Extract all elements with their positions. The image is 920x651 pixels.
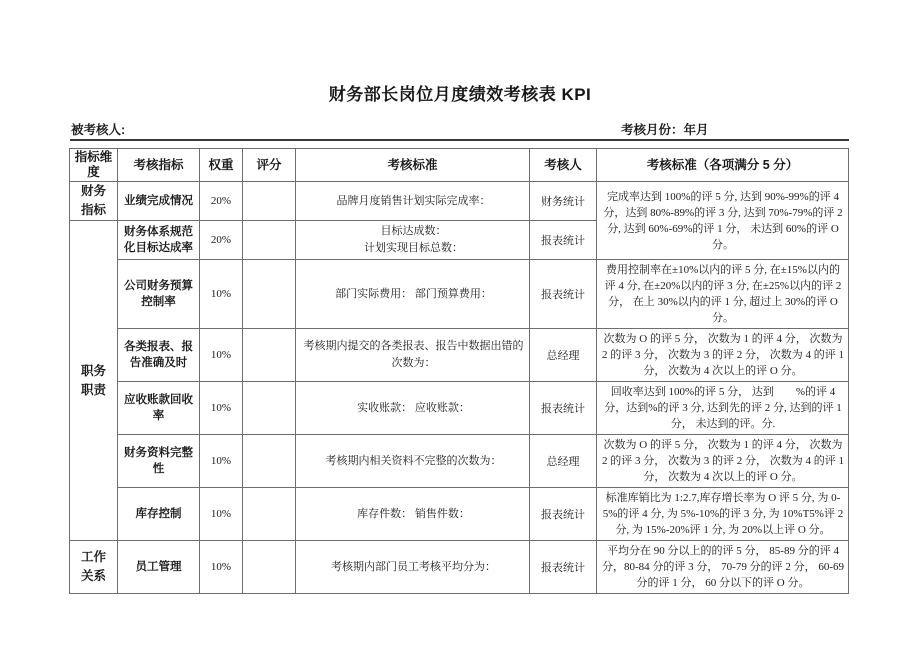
score-cell <box>243 260 296 329</box>
criteria-cell: 实收账款： 应收账款： <box>296 382 530 435</box>
header-row <box>70 149 849 182</box>
standard-cell: 完成率达到 100%的评 5 分, 达到 90%-99%的评 4 分，达到 80%-89%的评 3 分, 达到 70%-79%的评 2 分, 达到 60%-69%的评 1 分， 未达到 60%的评 O 分。 <box>597 182 849 260</box>
standard-cell: 回收率达到 100%的评 5 分， 达到 %的评 4 分，达到%的评 3 分, 达到先的评 2 分, 达到的评 1 分， 未达到的评。分. <box>597 382 849 435</box>
score-cell <box>243 182 296 221</box>
header-assessor: 考核人 <box>530 149 597 182</box>
header-standard: 考核标准（各项满分 5 分） <box>597 149 849 182</box>
weight-cell: 10% <box>200 488 243 541</box>
criteria-cell: 考核期内相关资料不完整的次数为： <box>296 435 530 488</box>
assessor-cell: 报表统计 <box>530 382 597 435</box>
indicator-cell: 各类报表、报告准确及时 <box>118 329 200 382</box>
table-row <box>70 329 849 382</box>
indicator-cell: 财务资料完整性 <box>118 435 200 488</box>
assessment-month-label: 考核月份：年月 <box>621 123 709 137</box>
score-cell <box>243 541 296 594</box>
dimension-cell-duty: 职务职责 <box>70 221 118 541</box>
indicator-cell: 公司财务预算控制率 <box>118 260 200 329</box>
criteria-line-1: 目标达成数： <box>380 225 447 237</box>
indicator-cell: 业绩完成情况 <box>118 182 200 221</box>
standard-cell: 标准库销比为 1:2.7,库存增长率为 O 评 5 分, 为 0-5%的评 4 分, 为 5%-10%的评 3 分, 为 10%T5%评 2 分, 为 15%-20%评 1 分, 为 20%以上评 O 分。 <box>597 488 849 541</box>
header-dimension: 指标维度 <box>70 149 118 182</box>
indicator-cell: 员工管理 <box>118 541 200 594</box>
indicator-cell: 应收账款回收率 <box>118 382 200 435</box>
standard-cell: 费用控制率在±10%以内的评 5 分, 在±15%以内的评 4 分, 在±20%以内的评 3 分, 在±25%以内的评 2 分， 在上 30%以内的评 1 分, 超过上 30%的评 O 分。 <box>597 260 849 329</box>
assessor-cell: 总经理 <box>530 329 597 382</box>
kpi-table <box>69 148 849 594</box>
criteria-cell: 部门实际费用： 部门预算费用： <box>296 260 530 329</box>
meta-row <box>70 120 849 141</box>
criteria-cell <box>296 221 530 260</box>
criteria-line-2: 计划实现目标总数： <box>364 242 463 254</box>
assessor-cell: 总经理 <box>530 435 597 488</box>
table-row <box>70 435 849 488</box>
criteria-cell: 考核期内提交的各类报表、报告中数据出错的次数为： <box>296 329 530 382</box>
score-cell <box>243 221 296 260</box>
assessor-cell: 报表统计 <box>530 541 597 594</box>
score-cell <box>243 435 296 488</box>
indicator-cell: 财务体系规范化目标达成率 <box>118 221 200 260</box>
indicator-cell: 库存控制 <box>118 488 200 541</box>
standard-cell: 次数为 O 的评 5 分， 次数为 1 的评 4 分， 次数为 2 的评 3 分， 次数为 3 的评 2 分， 次数为 4 的评 1 分， 次数为 4 次以上的评 O 分。 <box>597 329 849 382</box>
header-criteria: 考核标准 <box>296 149 530 182</box>
assessor-cell: 财务统计 <box>530 182 597 221</box>
criteria-cell: 考核期内部门员工考核平均分为： <box>296 541 530 594</box>
score-cell <box>243 382 296 435</box>
score-cell <box>243 329 296 382</box>
table-row <box>70 541 849 594</box>
header-score: 评分 <box>243 149 296 182</box>
criteria-cell: 品牌月度销售计划实际完成率： <box>296 182 530 221</box>
table-row <box>70 260 849 329</box>
assessor-cell: 报表统计 <box>530 260 597 329</box>
table-row <box>70 382 849 435</box>
table-row <box>70 182 849 221</box>
header-weight: 权重 <box>200 149 243 182</box>
table-row <box>70 488 849 541</box>
weight-cell: 10% <box>200 260 243 329</box>
weight-cell: 10% <box>200 329 243 382</box>
score-cell <box>243 488 296 541</box>
standard-cell: 平均分在 90 分以上的的评 5 分， 85-89 分的评 4 分，80-84 分的评 3 分， 70-79 分的评 2 分， 60-69 分的评 1 分， 60 分以下的评 O 分。 <box>597 541 849 594</box>
weight-cell: 10% <box>200 541 243 594</box>
dimension-cell-work: 工作关系 <box>70 541 118 594</box>
standard-cell: 次数为 O 的评 5 分， 次数为 1 的评 4 分， 次数为 2 的评 3 分， 次数为 3 的评 2 分， 次数为 4 的评 1 分， 次数为 4 次以上的评 O 分。 <box>597 435 849 488</box>
weight-cell: 20% <box>200 182 243 221</box>
weight-cell: 10% <box>200 435 243 488</box>
criteria-cell: 库存件数： 销售件数： <box>296 488 530 541</box>
assessor-cell: 报表统计 <box>530 221 597 260</box>
assessor-cell: 报表统计 <box>530 488 597 541</box>
header-indicator: 考核指标 <box>118 149 200 182</box>
dimension-cell-finance: 财务指标 <box>70 182 118 221</box>
weight-cell: 20% <box>200 221 243 260</box>
page-title: 财务部长岗位月度绩效考核表 KPI <box>328 85 592 104</box>
weight-cell: 10% <box>200 382 243 435</box>
assessee-label: 被考核人: <box>71 123 126 137</box>
